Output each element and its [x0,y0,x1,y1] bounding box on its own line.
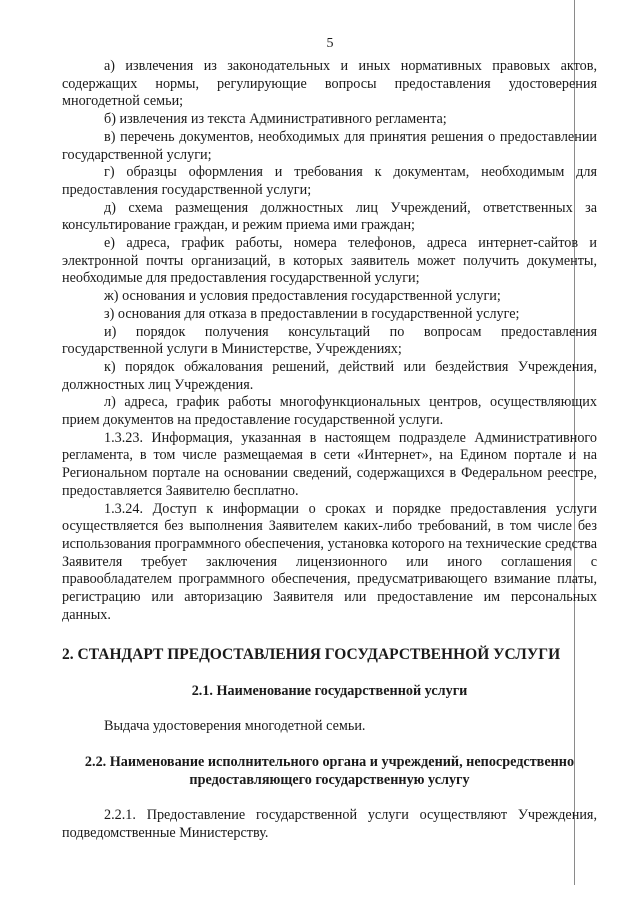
list-item-z: з) основания для отказа в предоставлении в государственной услуге; [104,305,520,322]
subsection-2-1-title: 2.1. Наименование государственной услуги [191,682,468,699]
clause-1-3-24: 1.3.24. Доступ к информации о сроках и порядке предоставления услуги осуществляется без выполнения Заявителем каких-либо требований, в том числе без использования программного обеспечения, установка которого на технические средства Заявителя требует заключения лицензионного или иного соглашения с правообладателем программного обеспечения, предусматривающего взимание платы, регистрацию или авторизацию Заявителя или предоставление им персональных данных. [62,500,597,623]
list-item-i: и) порядок получения консультаций по вопросам предоставления государственной услуги в Министерстве, Учреждениях; [62,323,597,358]
list-item-k: к) порядок обжалования решений, действий или бездействия Учреждения, должностных лиц Учреждения. [62,358,597,393]
section-2-title: 2. СТАНДАРТ ПРЕДОСТАВЛЕНИЯ ГОСУДАРСТВЕННОЙ УСЛУГИ [62,645,561,663]
list-item-v: в) перечень документов, необходимых для принятия решения о предоставлении государственной услуги; [62,128,597,163]
document-body [62,58,597,843]
list-item-a: а) извлечения из законодательных и иных нормативных правовых актов, содержащих нормы, регулирующие вопросы предоставления удостоверения многодетной семьи; [62,58,597,110]
subsection-2-2-title-line2: предоставляющего государственную услугу [189,771,470,788]
clause-2-2-1: 2.2.1. Предоставление государственной услуги осуществляют Учреждения, подведомственные Министерству. [62,807,597,842]
list-item-l: л) адреса, график работы многофункциональных центров, осуществляющих прием документов на предоставление государственной услуги. [62,394,597,429]
clause-1-3-23: 1.3.23. Информация, указанная в настоящем подразделе Административного регламента, в том числе размещаемая в сети «Интернет», на Едином портале и на Региональном портале на основании сведений, содержащихся в Федеральном реестре, предоставляется Заявителю бесплатно. [62,429,597,499]
list-item-zh: ж) основания и условия предоставления государственной услуги; [104,288,501,305]
subsection-2-2-title-line1: 2.2. Наименование исполнительного органа и учреждений, непосредственно [84,753,575,770]
list-item-d: д) схема размещения должностных лиц Учреждений, ответственных за консультирование граждан, и режим приема ими граждан; [62,199,597,234]
list-item-g: г) образцы оформления и требования к документам, необходимым для предоставления государственной услуги; [62,164,597,198]
subsection-2-1-text: Выдача удостоверения многодетной семьи. [104,718,366,735]
list-item-e: е) адреса, график работы, номера телефонов, адреса интернет-сайтов и электронной почты организаций, в которых заявитель может получить документы, необходимые для предоставления государственной услуги; [62,235,597,287]
list-item-b: б) извлечения из текста Административного регламента; [104,111,447,128]
page-number: 5 [326,36,334,51]
subsection-2-2-title [62,754,597,789]
